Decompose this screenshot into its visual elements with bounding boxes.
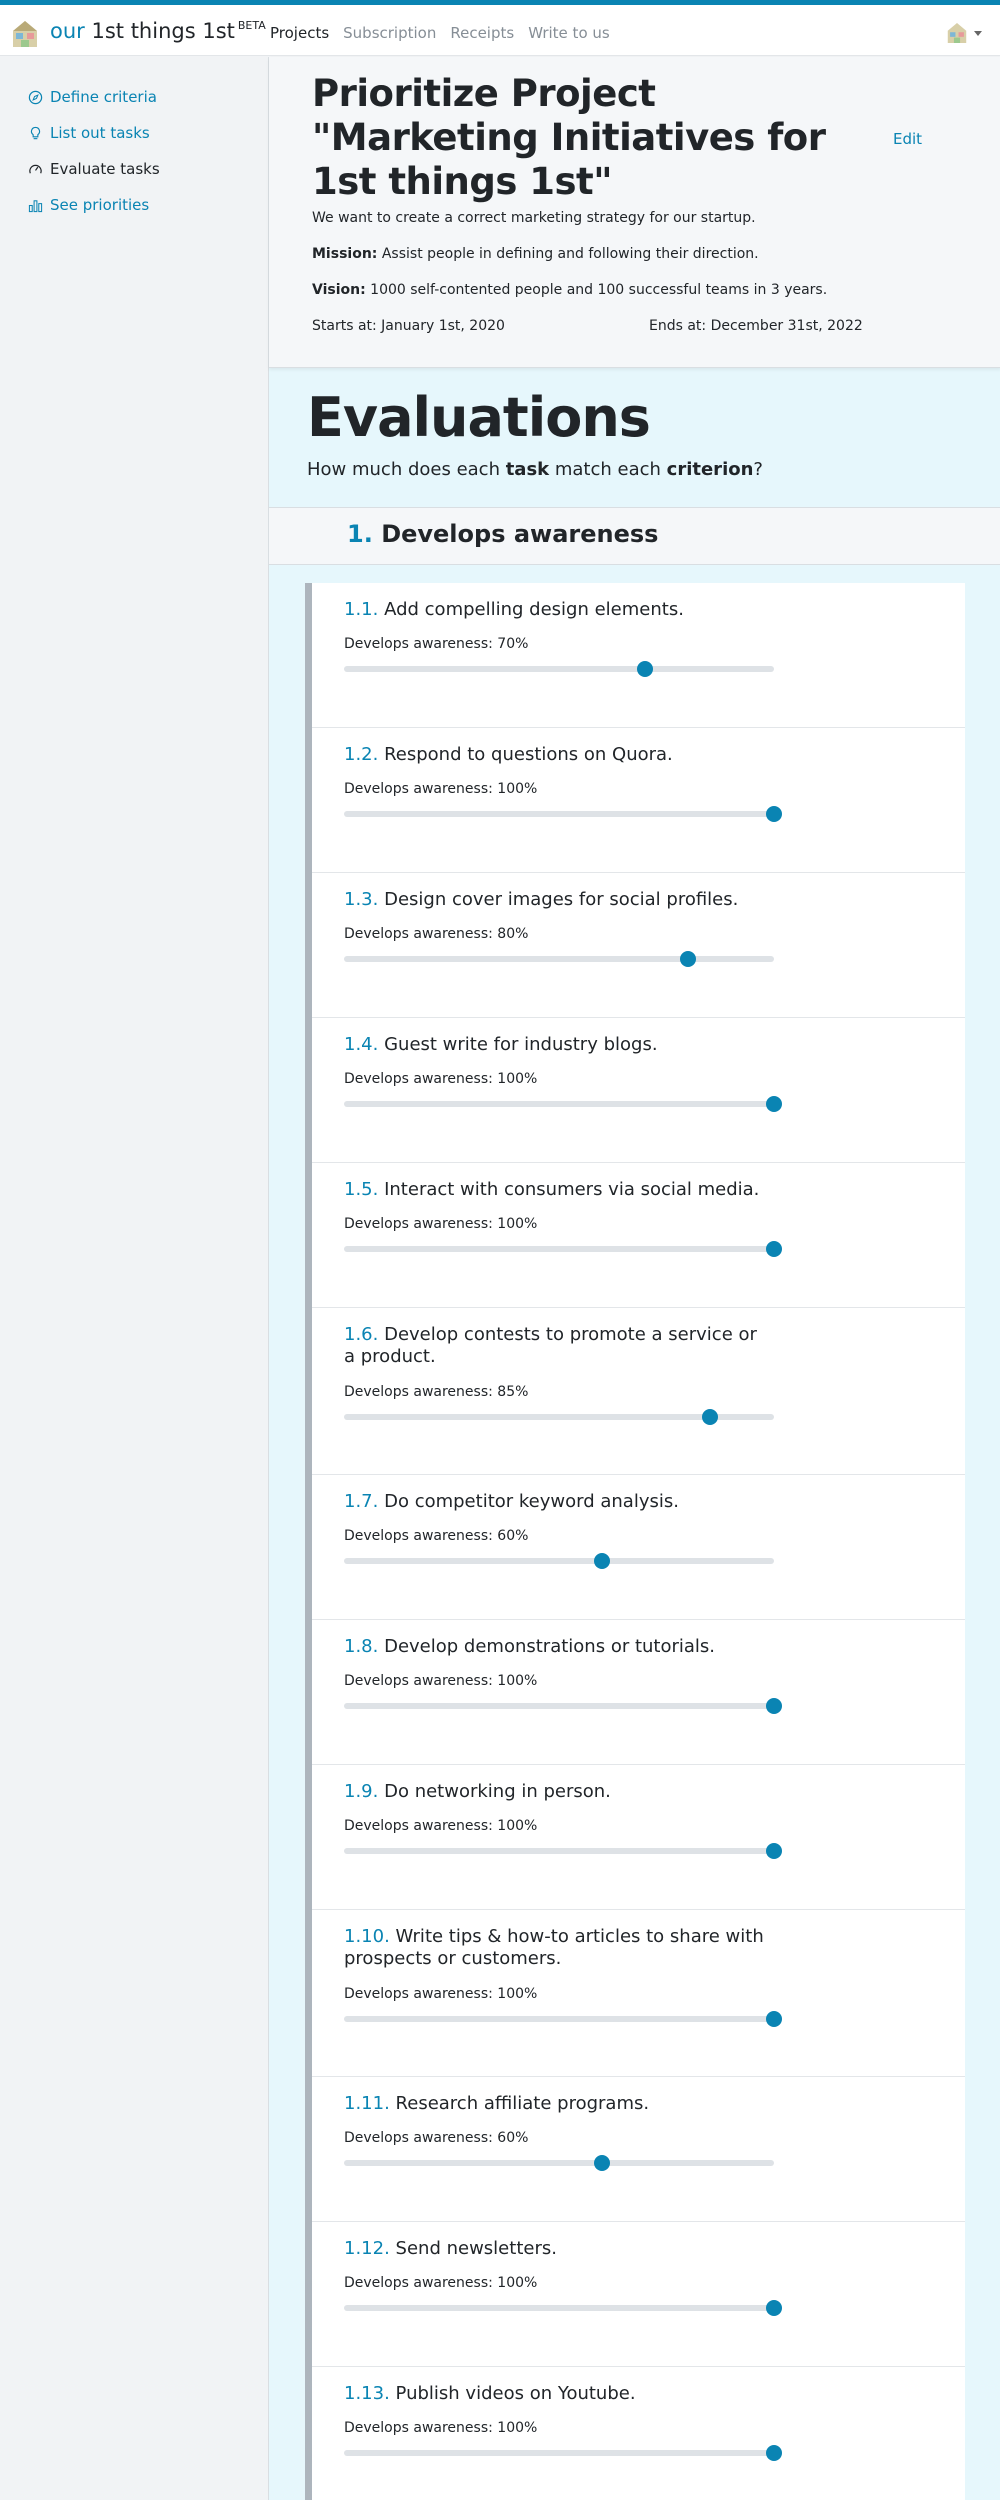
task-score-label: Develops awareness: 85% [344, 1384, 529, 1400]
lightbulb-icon [28, 126, 43, 141]
task-title [344, 744, 764, 766]
task-name: Develop contests to promote a service or a product. [344, 1324, 757, 1367]
slider-thumb[interactable] [766, 1241, 782, 1257]
task-score-label: Develops awareness: 100% [344, 1818, 538, 1834]
task-name: Write tips & how-to articles to share with prospects or customers. [344, 1926, 764, 1969]
task-number: 1.3. [344, 889, 379, 910]
task-score-label: Develops awareness: 100% [344, 1986, 538, 2002]
vision-label: Vision: [312, 282, 366, 298]
vision-text: 1000 self-contented people and 100 successful teams in 3 years. [370, 282, 828, 298]
evaluation-slider[interactable] [344, 1246, 774, 1252]
task-title [344, 2093, 764, 2115]
task-number: 1.1. [344, 599, 379, 620]
task-number: 1.6. [344, 1324, 379, 1345]
slider-thumb[interactable] [594, 1553, 610, 1569]
sidebar-item-evaluate-tasks[interactable] [28, 160, 160, 178]
nav-link-write-to-us[interactable]: Write to us [528, 24, 610, 42]
mission-label: Mission: [312, 246, 378, 262]
slider-thumb[interactable] [680, 951, 696, 967]
brand-rest: 1st things 1st [91, 19, 235, 43]
project-end-date: Ends at: December 31st, 2022 [649, 318, 863, 334]
project-header [269, 57, 1000, 368]
task-title [344, 1781, 764, 1803]
sidebar-item-list-out-tasks[interactable] [28, 124, 150, 142]
task-number: 1.2. [344, 744, 379, 765]
criterion-name: Develops awareness [381, 520, 659, 548]
task-row [312, 1765, 965, 1910]
task-title [344, 1179, 764, 1201]
main-content [268, 57, 1000, 2500]
task-row [312, 1163, 965, 1308]
task-name: Send newsletters. [395, 2238, 557, 2259]
subtitle-text: How much does each [307, 459, 506, 480]
mission-text: Assist people in defining and following their direction. [381, 246, 759, 262]
evaluation-slider[interactable] [344, 2305, 774, 2311]
task-name: Do networking in person. [384, 1781, 611, 1802]
criterion-header [269, 507, 1000, 565]
task-score-label: Develops awareness: 70% [344, 636, 529, 652]
task-row [312, 1018, 965, 1163]
task-score-label: Develops awareness: 100% [344, 1071, 538, 1087]
task-name: Publish videos on Youtube. [395, 2383, 636, 2404]
evaluation-slider[interactable] [344, 666, 774, 672]
task-number: 1.9. [344, 1781, 379, 1802]
brand-name[interactable] [50, 19, 266, 43]
edit-project-link[interactable]: Edit [893, 130, 923, 148]
task-title [344, 1636, 764, 1658]
sidebar-item-label: Define criteria [50, 88, 157, 106]
task-title [344, 1491, 764, 1513]
sidebar-item-label: Evaluate tasks [50, 160, 160, 178]
task-row [312, 1475, 965, 1620]
evaluation-slider[interactable] [344, 1414, 774, 1420]
slider-thumb[interactable] [766, 1698, 782, 1714]
slider-thumb[interactable] [766, 2011, 782, 2027]
project-mission [312, 246, 759, 262]
gauge-icon [28, 162, 43, 177]
slider-thumb[interactable] [766, 2300, 782, 2316]
task-name: Design cover images for social profiles. [384, 889, 739, 910]
slider-thumb[interactable] [766, 1096, 782, 1112]
task-name: Guest write for industry blogs. [384, 1034, 658, 1055]
caret-down-icon[interactable] [974, 31, 982, 36]
task-title [344, 1324, 764, 1368]
evaluations-subtitle [307, 459, 763, 480]
project-start-date: Starts at: January 1st, 2020 [312, 318, 505, 334]
nav-link-subscription[interactable]: Subscription [343, 24, 437, 42]
subtitle-text: ? [753, 459, 763, 480]
task-score-label: Develops awareness: 100% [344, 1673, 538, 1689]
task-number: 1.13. [344, 2383, 390, 2404]
beta-badge: BETA [237, 19, 266, 32]
evaluations-heading: Evaluations [307, 386, 650, 449]
task-name: Do competitor keyword analysis. [384, 1491, 679, 1512]
task-number: 1.12. [344, 2238, 390, 2259]
compass-icon [28, 90, 43, 105]
criterion-number: 1. [347, 520, 373, 548]
task-number: 1.11. [344, 2093, 390, 2114]
house-logo-icon[interactable] [12, 20, 38, 48]
task-title [344, 889, 764, 911]
sidebar-item-define-criteria[interactable] [28, 88, 157, 106]
task-name: Research affiliate programs. [395, 2093, 650, 2114]
slider-thumb[interactable] [766, 1843, 782, 1859]
evaluation-slider[interactable] [344, 1558, 774, 1564]
task-score-label: Develops awareness: 80% [344, 926, 529, 942]
evaluation-slider[interactable] [344, 1101, 774, 1107]
criterion-title [347, 520, 658, 548]
project-description: We want to create a correct marketing strategy for our startup. [312, 210, 756, 226]
task-number: 1.10. [344, 1926, 390, 1947]
evaluation-slider[interactable] [344, 956, 774, 962]
task-row [312, 873, 965, 1018]
task-title [344, 2383, 764, 2405]
task-score-label: Develops awareness: 100% [344, 1216, 538, 1232]
task-score-label: Develops awareness: 100% [344, 2420, 538, 2436]
task-row [312, 2077, 965, 2222]
task-score-label: Develops awareness: 60% [344, 1528, 529, 1544]
top-navbar [0, 0, 1000, 56]
nav-links [270, 24, 624, 42]
sidebar [0, 57, 268, 2500]
sidebar-item-label: List out tasks [50, 124, 150, 142]
evaluation-slider[interactable] [344, 1703, 774, 1709]
bar-chart-icon [28, 198, 43, 213]
brand-our: our [50, 19, 85, 43]
task-name: Add compelling design elements. [384, 599, 684, 620]
task-title [344, 1926, 764, 1970]
avatar[interactable] [947, 22, 967, 44]
task-score-label: Develops awareness: 60% [344, 2130, 529, 2146]
task-score-label: Develops awareness: 100% [344, 781, 538, 797]
task-name: Respond to questions on Quora. [384, 744, 673, 765]
task-number: 1.7. [344, 1491, 379, 1512]
task-number: 1.5. [344, 1179, 379, 1200]
task-title [344, 599, 764, 621]
task-number: 1.4. [344, 1034, 379, 1055]
page-title: Prioritize Project "Marketing Initiatives for 1st things 1st" [312, 72, 826, 203]
evaluation-slider[interactable] [344, 2450, 774, 2456]
task-row [312, 728, 965, 873]
task-row [312, 1620, 965, 1765]
subtitle-task: task [505, 459, 550, 480]
task-title [344, 1034, 764, 1056]
user-menu[interactable] [947, 22, 982, 44]
task-row [312, 2367, 965, 2500]
task-row [312, 1910, 965, 2077]
subtitle-text: match each [549, 459, 667, 480]
slider-thumb[interactable] [766, 2445, 782, 2461]
nav-link-projects[interactable]: Projects [270, 24, 330, 42]
task-name: Interact with consumers via social media. [384, 1179, 760, 1200]
slider-thumb[interactable] [702, 1409, 718, 1425]
task-title [344, 2238, 764, 2260]
evaluation-slider[interactable] [344, 1848, 774, 1854]
slider-thumb[interactable] [766, 806, 782, 822]
sidebar-item-see-priorities[interactable] [28, 196, 149, 214]
task-row [312, 1308, 965, 1475]
task-name: Develop demonstrations or tutorials. [384, 1636, 716, 1657]
evaluation-slider[interactable] [344, 811, 774, 817]
project-vision [312, 282, 827, 298]
task-list [305, 583, 965, 2500]
evaluation-slider[interactable] [344, 2016, 774, 2022]
evaluation-slider[interactable] [344, 2160, 774, 2166]
task-score-label: Develops awareness: 100% [344, 2275, 538, 2291]
sidebar-item-label: See priorities [50, 196, 150, 214]
nav-link-receipts[interactable]: Receipts [450, 24, 515, 42]
task-row [312, 2222, 965, 2367]
task-number: 1.8. [344, 1636, 379, 1657]
subtitle-criterion: criterion [666, 459, 754, 480]
slider-thumb[interactable] [594, 2155, 610, 2171]
task-row [312, 583, 965, 728]
slider-thumb[interactable] [637, 661, 653, 677]
